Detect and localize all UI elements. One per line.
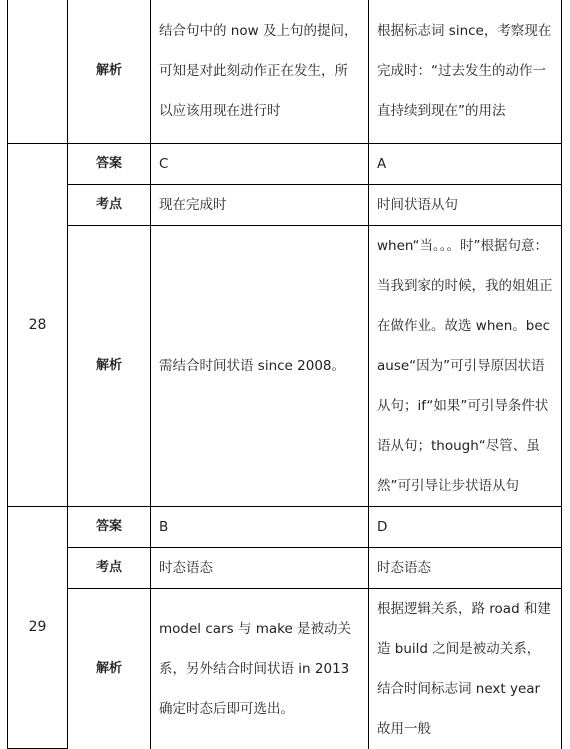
point-cell-b: 时间状语从句	[369, 184, 562, 225]
analysis-cell-a: 结合句中的 now 及上句的提问，可知是对此刻动作正在发生，所以应该用现在进行时	[151, 0, 369, 143]
analysis-cell-b: when“当。。。时”根据句意：当我到家的时候，我的姐姐正在做作业。故选 when。because“因为”可引导原因状语从句；if“如果”可引导条件状语从句；though“尽管、虽然”可引导让步状语从句	[369, 225, 562, 506]
analysis-cell-b: 根据逻辑关系，路 road 和建造 build 之间是被动关系，结合时间标志词 next year 故用一般	[369, 588, 562, 749]
analysis-cell-a: 需结合时间状语 since 2008。	[151, 225, 369, 506]
answer-cell-a: C	[151, 143, 369, 184]
answer-cell-b: A	[369, 143, 562, 184]
answer-table	[7, 0, 562, 749]
point-label: 考点	[68, 547, 151, 588]
analysis-label: 解析	[68, 0, 151, 143]
analysis-label: 解析	[68, 225, 151, 506]
analysis-cell-b: 根据标志词 since，考察现在完成时：“过去发生的动作一直持续到现在”的用法	[369, 0, 562, 143]
point-cell-a: 时态语态	[151, 547, 369, 588]
answer-cell-b: D	[369, 506, 562, 547]
table-row	[8, 143, 562, 184]
table-row	[8, 0, 562, 143]
point-cell-a: 现在完成时	[151, 184, 369, 225]
point-label: 考点	[68, 184, 151, 225]
analysis-cell-a: model cars 与 make 是被动关系，另外结合时间状语 in 2013 确定时态后即可选出。	[151, 588, 369, 749]
point-cell-b: 时态语态	[369, 547, 562, 588]
table-row	[8, 225, 562, 506]
answer-label: 答案	[68, 506, 151, 547]
table-row	[8, 547, 562, 588]
answer-cell-a: B	[151, 506, 369, 547]
question-number-cell	[8, 0, 68, 143]
table-row	[8, 184, 562, 225]
question-number: 28	[8, 143, 68, 506]
table-row	[8, 588, 562, 749]
answer-label: 答案	[68, 143, 151, 184]
analysis-label: 解析	[68, 588, 151, 749]
table-row	[8, 506, 562, 547]
question-number: 29	[8, 506, 68, 749]
